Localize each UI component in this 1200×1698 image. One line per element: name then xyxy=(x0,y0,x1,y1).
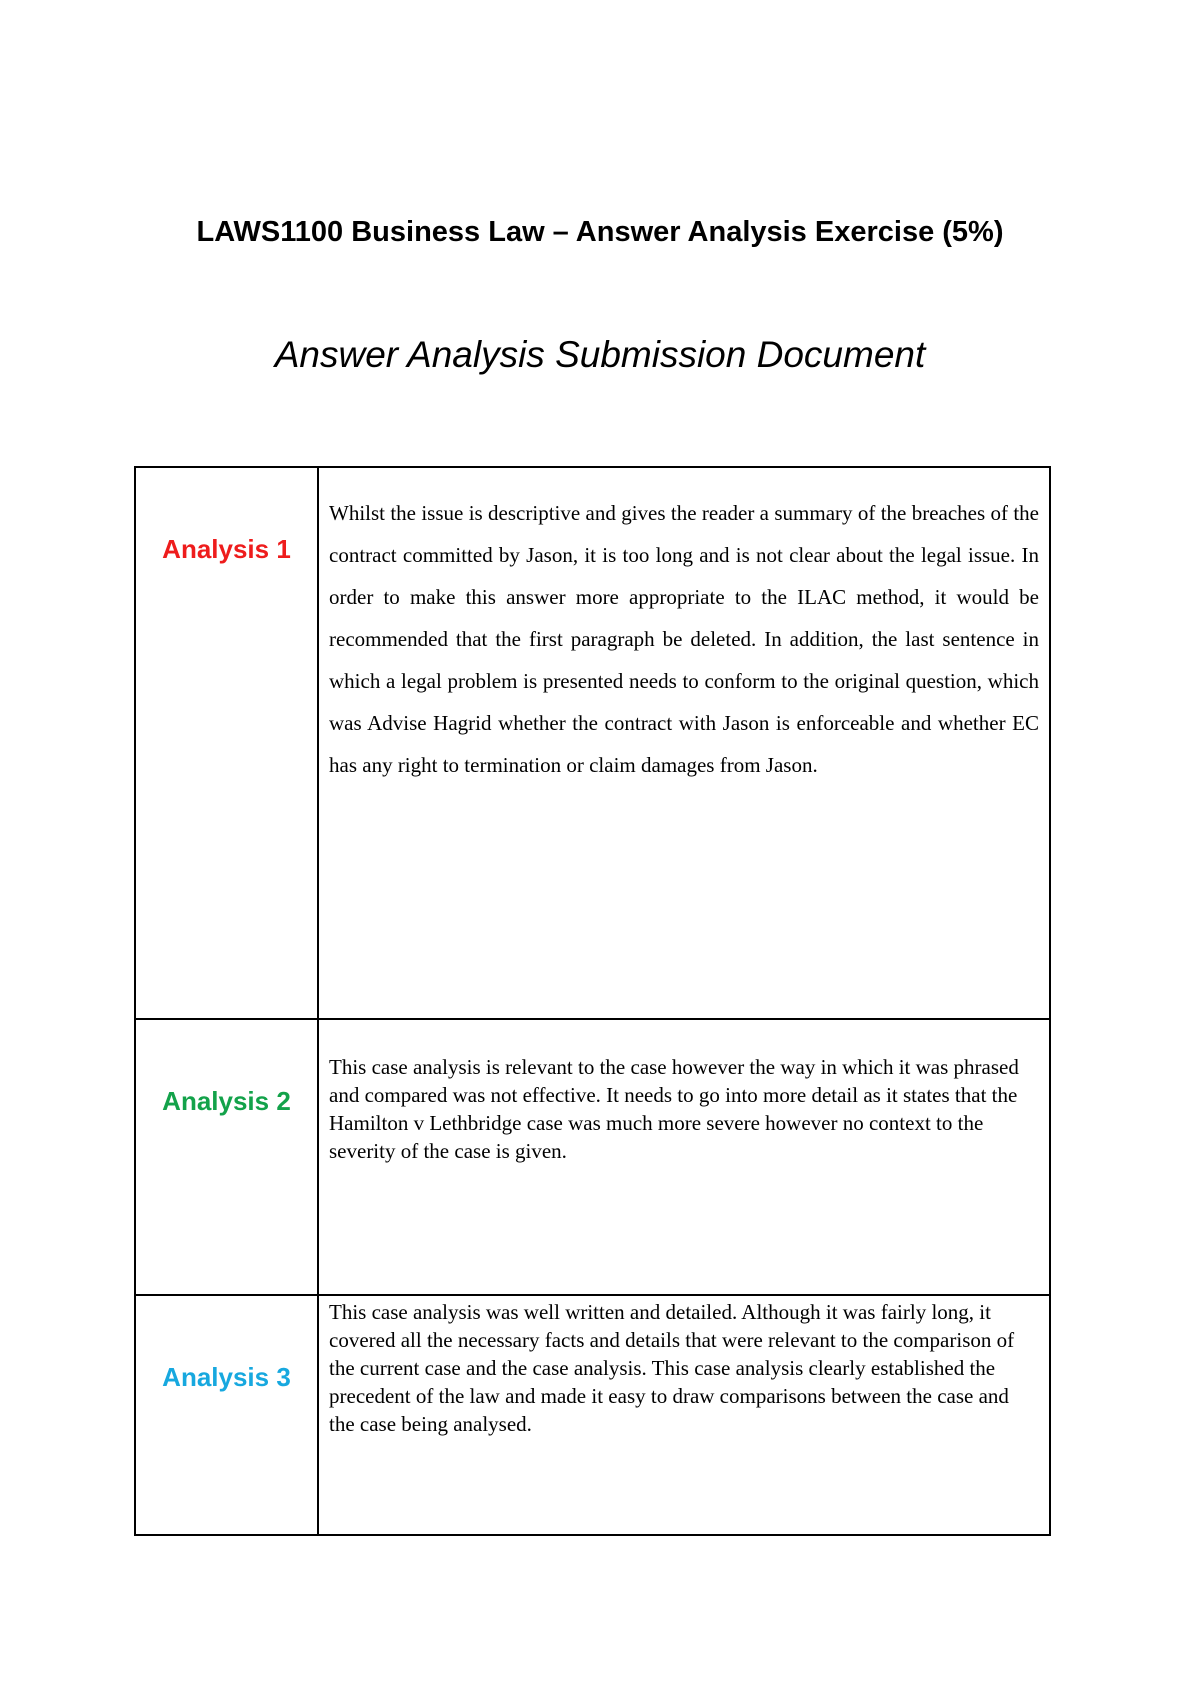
analysis-row-2 xyxy=(135,1019,1050,1295)
analysis-text-cell-2 xyxy=(318,1019,1050,1295)
analysis-label-cell-1 xyxy=(135,467,318,1019)
analysis-1-text: Whilst the issue is descriptive and gives the reader a summary of the breaches of the contract committed by Jason, it is too long and is not clear about the legal issue. In order to make this answer more appropriate to the ILAC method, it would be recommended that the first paragraph be deleted. In addition, the last sentence in which a legal problem is presented needs to conform to the original question, which was Advise Hagrid whether the contract with Jason is enforceable and whether EC has any right to termination or claim damages from Jason. xyxy=(329,501,1039,777)
document-title: LAWS1100 Business Law – Answer Analysis Exercise (5%) xyxy=(196,216,1004,248)
analysis-2-label: Analysis 2 xyxy=(162,1086,291,1116)
analysis-text-cell-3 xyxy=(318,1295,1050,1535)
analysis-3-text: This case analysis was well written and detailed. Although it was fairly long, it covered all the necessary facts and details that were relevant to the comparison of the current case and the case analysis. This case analysis clearly established the precedent of the law and made it easy to draw comparisons between the case and the case being analysed. xyxy=(329,1300,1015,1436)
analysis-label-cell-3 xyxy=(135,1295,318,1535)
analysis-1-label: Analysis 1 xyxy=(162,534,291,564)
analysis-2-text: This case analysis is relevant to the case however the way in which it was phrased and compared was not effective. It needs to go into more detail as it states that the Hamilton v Lethbridge case was much more severe however no context to the severity of the case is given. xyxy=(329,1055,1019,1163)
analysis-row-3 xyxy=(135,1295,1050,1535)
analysis-text-cell-1 xyxy=(318,467,1050,1019)
analysis-label-cell-2 xyxy=(135,1019,318,1295)
document-subtitle: Answer Analysis Submission Document xyxy=(274,334,926,375)
analysis-table xyxy=(134,466,1051,1536)
analysis-row-1 xyxy=(135,467,1050,1019)
analysis-3-label: Analysis 3 xyxy=(162,1362,291,1392)
